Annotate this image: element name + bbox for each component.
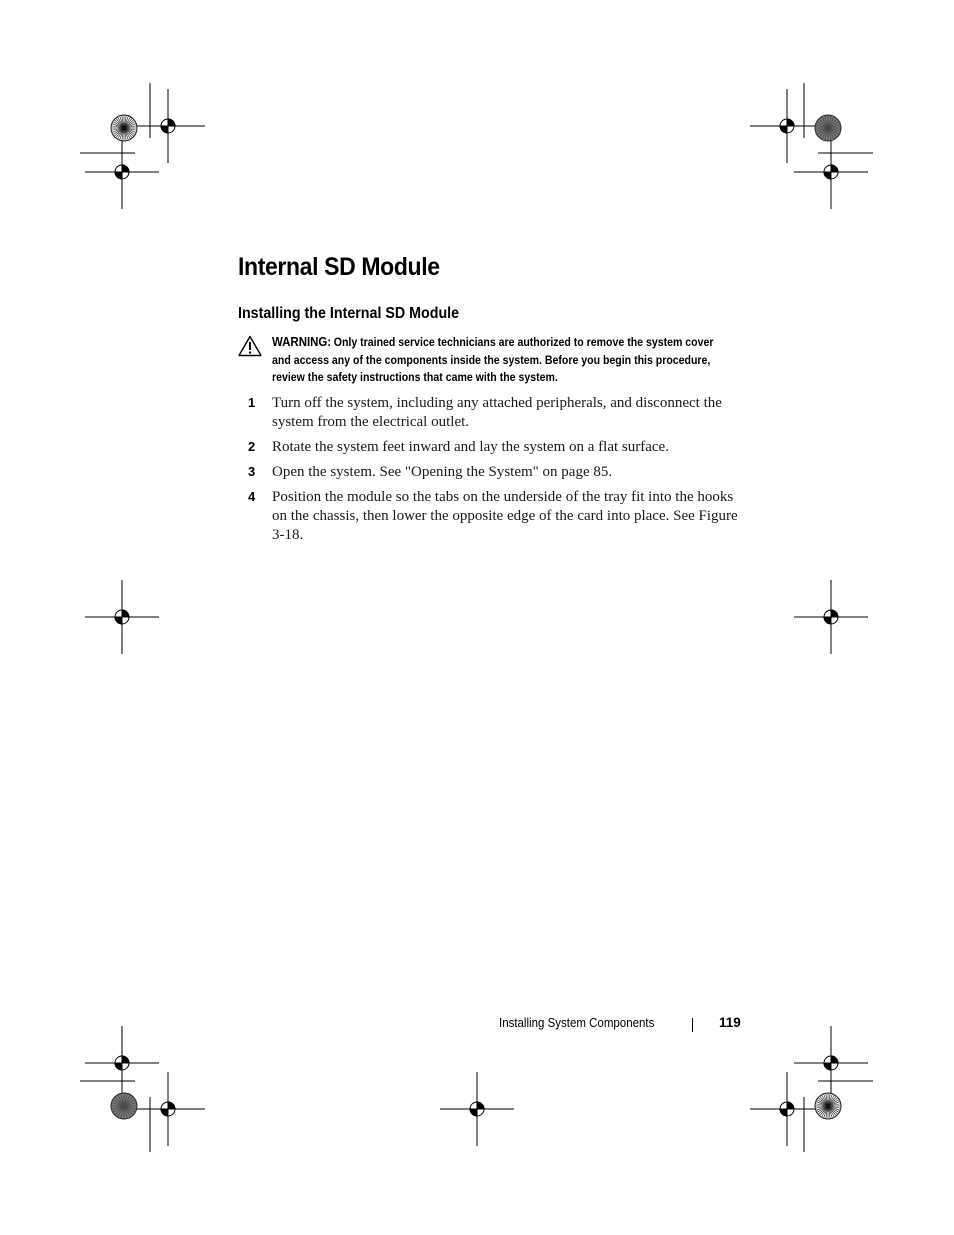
- registration-crosshair: [440, 1072, 514, 1146]
- footer-separator: [692, 1018, 693, 1032]
- step-text: Open the system. See "Opening the System" on page 85.: [272, 464, 613, 480]
- registration-crosshair: [85, 135, 159, 209]
- step-text: Rotate the system feet inward and lay the system on a flat surface.: [272, 439, 669, 455]
- step-text: Position the module so the tabs on the underside of the tray fit into the hooks on the chassis, then lower the opposite edge of the card into place. See Figure 3-18.: [272, 489, 738, 543]
- step-item: [248, 463, 748, 482]
- warning-triangle-icon: [238, 335, 262, 357]
- page-title: Internal SD Module: [238, 253, 440, 281]
- registration-crosshair: [85, 1026, 159, 1100]
- registration-crosshair: [794, 580, 868, 654]
- step-item: [248, 488, 748, 545]
- registration-crosshair: [85, 580, 159, 654]
- registration-starburst: [111, 1093, 137, 1119]
- section-heading: Installing the Internal SD Module: [238, 305, 460, 322]
- warning-label: WARNING:: [272, 334, 332, 349]
- registration-crosshair: [750, 1072, 824, 1146]
- registration-crosshair: [750, 89, 824, 163]
- registration-starburst: [815, 1093, 841, 1119]
- step-text: Turn off the system, including any attached peripherals, and disconnect the system from the electrical outlet.: [272, 395, 722, 430]
- registration-crosshair: [794, 1026, 868, 1100]
- warning-text: [272, 333, 730, 387]
- registration-crosshair: [131, 1072, 205, 1146]
- registration-starburst: [111, 115, 137, 141]
- registration-starburst: [815, 115, 841, 141]
- footer-section-title: Installing System Components: [499, 1016, 655, 1030]
- page-number: 119: [719, 1015, 741, 1030]
- procedure-steps: [248, 394, 748, 551]
- registration-crosshair: [794, 135, 868, 209]
- step-number: 2: [248, 439, 256, 454]
- step-number: 4: [248, 489, 256, 504]
- step-number: 1: [248, 395, 256, 410]
- registration-crosshair: [131, 89, 205, 163]
- step-item: [248, 394, 748, 432]
- step-item: [248, 438, 748, 457]
- warning-body: Only trained service technicians are authorized to remove the system cover and access any of the components inside the system. Before you begin this procedure, review the safety instructions that came with the system.: [272, 335, 714, 384]
- step-number: 3: [248, 464, 256, 479]
